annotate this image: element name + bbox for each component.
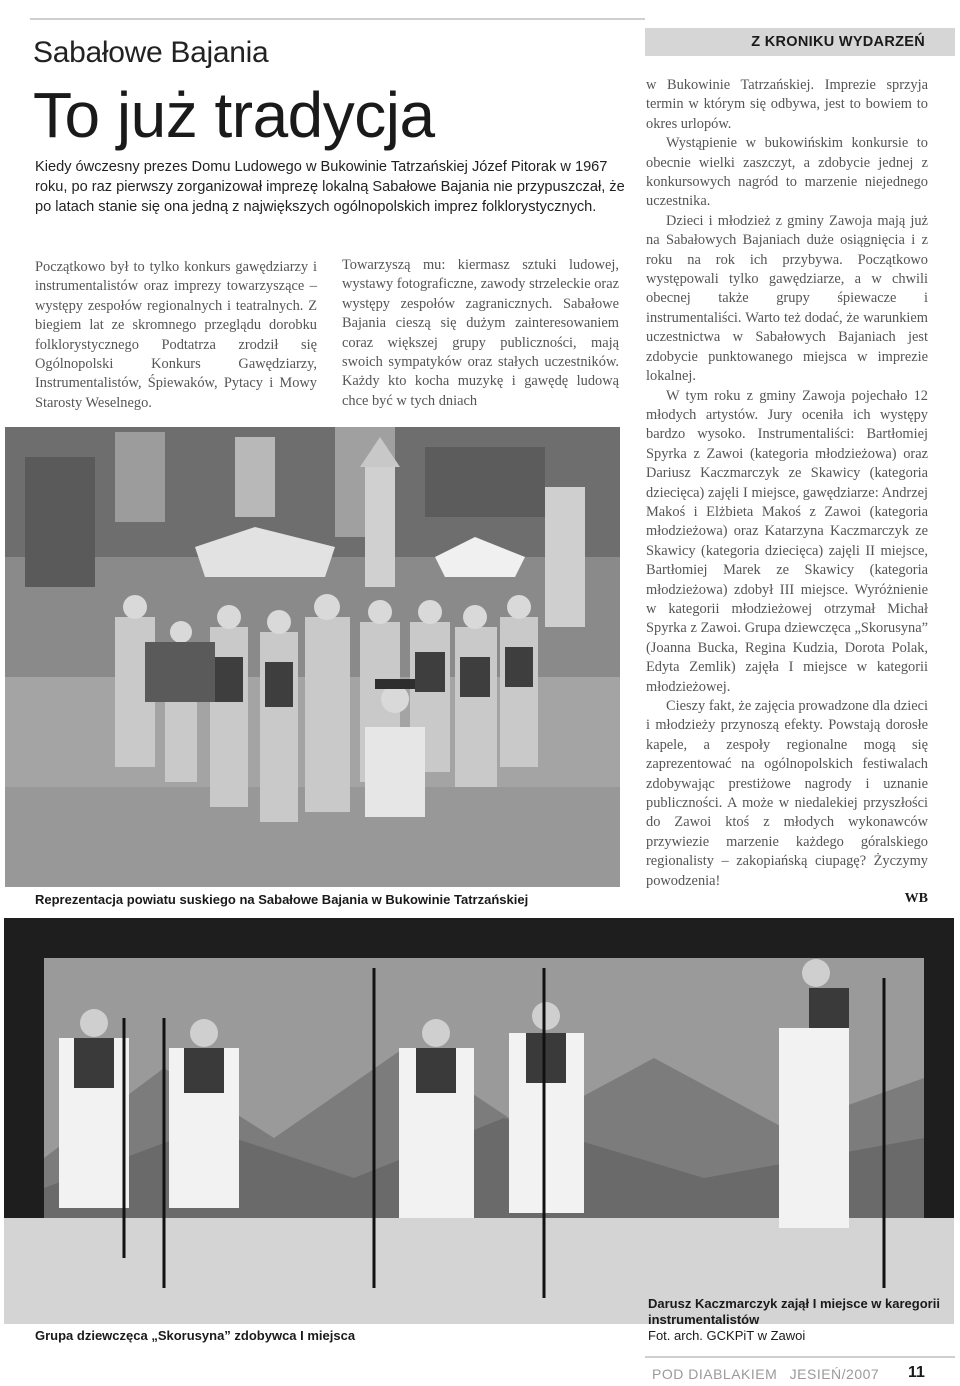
article-lead: Kiedy ówczesny prezes Domu Ludowego w Bukowinie Tatrzańskiej Józef Pitorak w 1967 roku, po raz pierwszy zorganizował imprezę lokalną Sabałowe Bajania nie przypuszczał, że po latach stanie się ona jedną z największych ogólnopolskich imprez folklorystycznych. xyxy=(35,159,625,215)
article-column-1 xyxy=(35,258,317,413)
photo-caption: Reprezentacja powiatu suskiego na Sabałowe Bajania w Bukowinie Tatrzańskiej xyxy=(35,892,529,907)
photo-credit: Fot. arch. GCKPiT w Zawoi xyxy=(648,1328,806,1343)
sidebar-column xyxy=(646,76,928,891)
sidebar-paragraph: W tym roku z gminy Zawoja pojechało 12 młodych artystów. Jury oceniła ich występy bardzo wysoko. Instrumentaliści: Bartłomiej Spyrka z Zawoi (kategoria młodzieżowa) oraz Dariusz Kaczmarczyk ze Skawicy (kategoria dziecięca) zajęli I miejsce, gawędziarze: Andrzej Makoś i Elżbieta Makoś z Zawoi (kategoria młodzieżowa) oraz Katarzyna Kaczmarczyk ze Skawicy (kategoria dziecięca) zajęli II miejsce, Bartłomiej Marek ze Skawicy (kategoria młodzieżowa) zdobył III miejsce. Wyróżnienie w kategorii młodzieżowej otrzymał Michał Spyrka z Zawoi. Grupa dziewczęca „Skorusyna” (Joanna Bucka, Regina Kudzia, Dorota Polak, Edyta Zemlik) zajęła I miejsce w kategorii młodzieżowej. xyxy=(646,387,928,695)
article-headline: To już tradycja xyxy=(33,79,435,151)
author-signature: WB xyxy=(904,891,928,906)
stage-photo-illustration xyxy=(4,918,954,1324)
section-title: Z KRONIKU WYDARZEŃ xyxy=(751,34,925,50)
caption-text: Darusz Kaczmarczyk zajął I miejsce w karegorii instrumentalistów xyxy=(648,1296,940,1327)
group-photo-illustration xyxy=(5,427,620,887)
article-column-2 xyxy=(342,256,619,411)
stage-photo xyxy=(4,918,954,1324)
magazine-name: POD DIABLAKIEM xyxy=(652,1366,778,1382)
footer-rule xyxy=(645,1356,955,1358)
sidebar-paragraph: Wystąpienie w bukowińskim konkursie to obecnie wielki zaszczyt, a zdobycie jednej z konkursowych nagród to marzenie niejednego uczestnika. xyxy=(646,135,928,210)
sidebar-paragraph: Cieszy fakt, że zajęcia prowadzone dla dzieci i młodzieży przynoszą efekty. Powstają dorosłe kapele, a zespoły regionalne mogą się zaprezentować na ogólnopolskich festiwalach zdobywając prestiżowe nagrody i uznanie publiczności. A może w niedalekiej przyszłości do Zawoi ktoś z młodych wykonawców przywiezie marzenie każdego góralskiego regionalisty – zakopiańską ciupagę? Życzymy powodzenia! xyxy=(646,698,928,889)
sidebar-paragraph: Dzieci i młodzież z gminy Zawoja mają już na Sabałowych Bajaniach duże osiągnięcia i z roku na rok ich przybywa. Początkowo występowali tylko gawędziarze, a w chwili obecnej także grupy śpiewacze i instrumentaliści. Warto też dodać, że warunkiem uczestnictwa w Sabałowych Bajaniach jest zdobycie punktowanego miejsca w imprezie lokalnej. xyxy=(646,212,928,385)
sidebar-paragraph: w Bukowinie Tatrzańskiej. Imprezie sprzyja termin w którym się odbywa, jest to bowiem to okres urlopów. xyxy=(646,77,928,132)
article-kicker: Sabałowe Bajania xyxy=(33,36,269,69)
column-1-text: Początkowo był to tylko konkurs gawędziarzy i instrumentalistów oraz imprezy towarzyszące – występy zespołów regionalnych i teatralnych. Z biegiem lat ze skromnego przeglądu dorobku folklorystycznego Podtatrza zrodził się Ogólnopolski Konkurs Gawędziarzy, Instrumentalistów, Śpiewaków, Pytacy i Mowy Starosty Weselnego. xyxy=(35,259,317,411)
column-2-text: Towarzyszą mu: kiermasz sztuki ludowej, wystawy fotograficzne, zawody strzeleckie oraz występy zespołów zagranicznych. Sabałowe Bajania cieszą się dużym zainteresowaniem coraz większej grupy publiczności, mają swoich sympatyków oraz stałych uczestników. Każdy kto kocha muzykę i gawędę ludową chce być w tych dniach xyxy=(342,257,619,409)
photo-caption xyxy=(648,1296,948,1344)
issue-label: JESIEŃ/2007 xyxy=(789,1366,880,1382)
section-header-bar xyxy=(645,28,955,56)
group-photo xyxy=(5,427,620,887)
photo-caption: Grupa dziewczęca „Skorusyna” zdobywca I miejsca xyxy=(35,1328,356,1343)
page-number: 11 xyxy=(908,1364,925,1381)
footer-magazine xyxy=(652,1366,879,1382)
top-rule xyxy=(30,18,645,20)
